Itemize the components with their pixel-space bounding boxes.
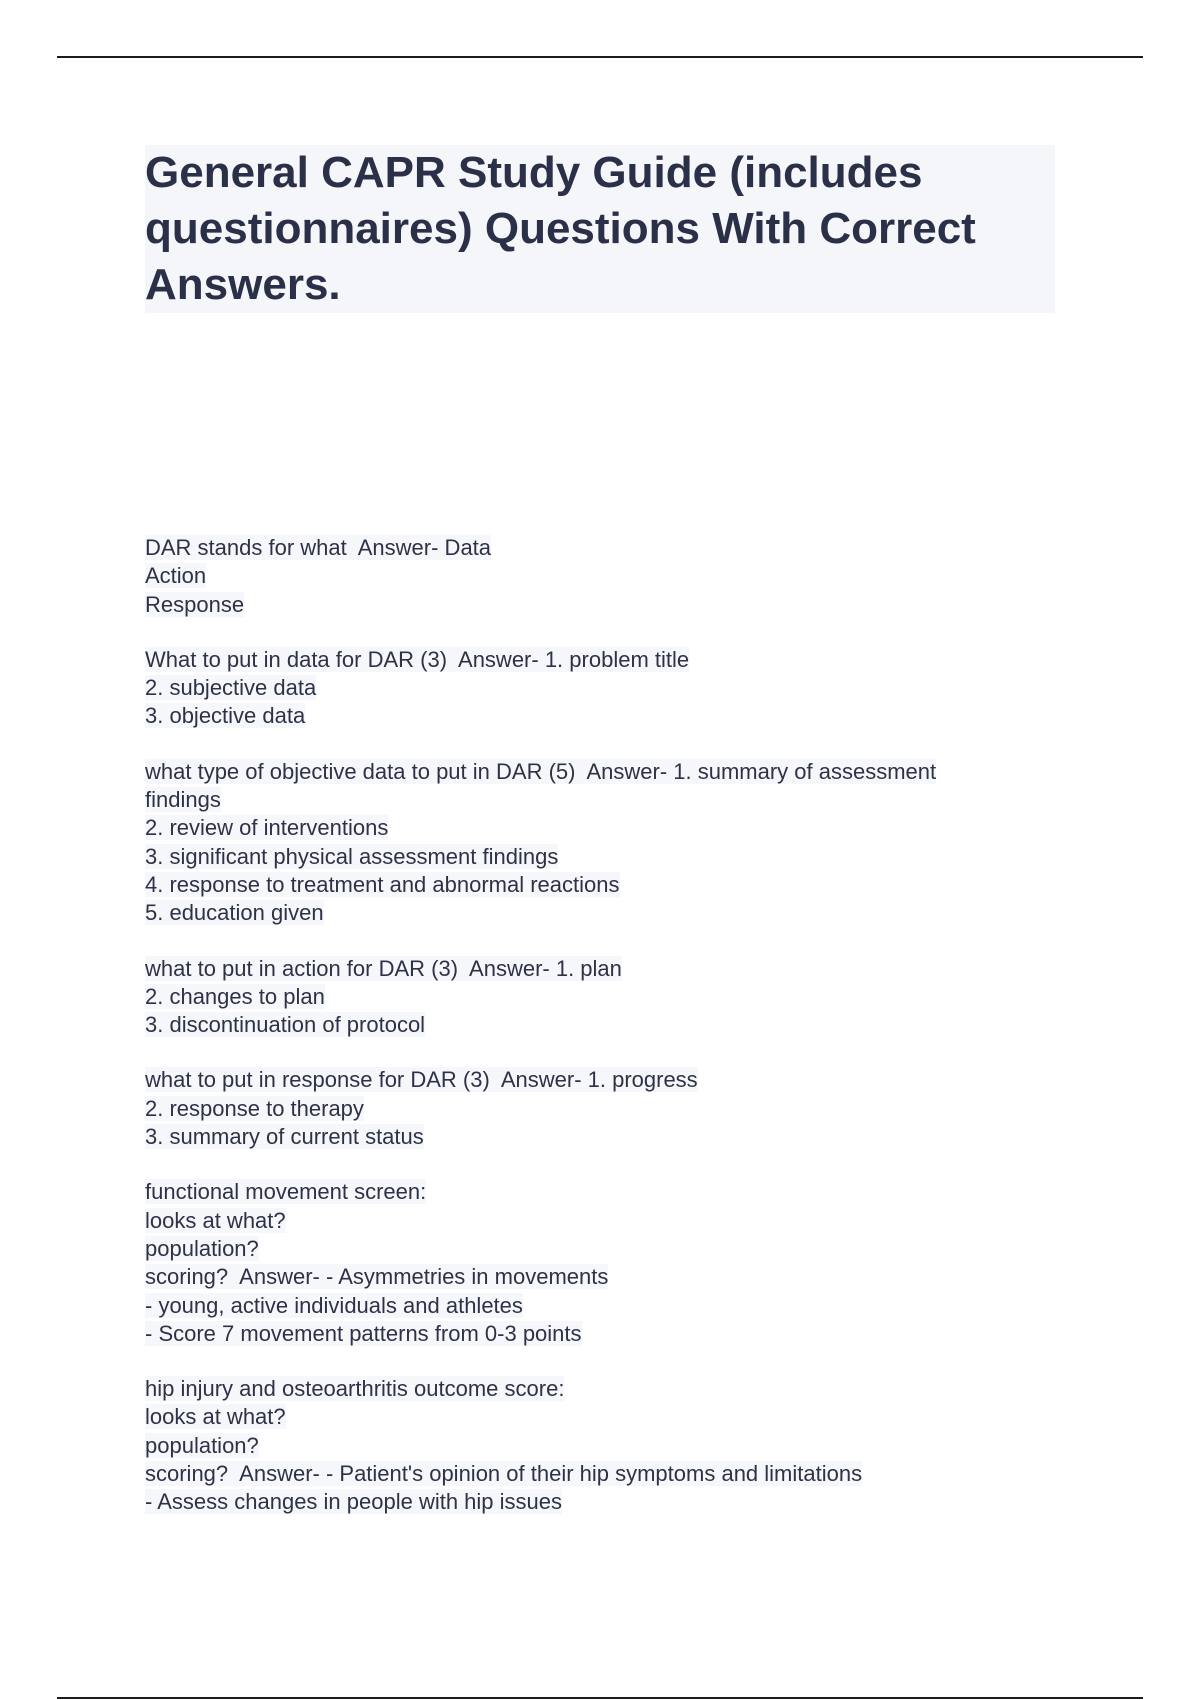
qa-line: 2. subjective data (145, 675, 317, 701)
qa-line: 4. response to treatment and abnormal reactions (145, 871, 620, 897)
qa-line: Response (145, 591, 245, 617)
qa-line: scoring? Answer- - Asymmetries in movements (145, 1264, 609, 1290)
qa-item (145, 646, 1045, 731)
qa-line: population? (145, 1235, 259, 1261)
qa-line: looks at what? (145, 1404, 286, 1430)
qa-item (145, 1066, 1045, 1151)
qa-list (145, 534, 1045, 1544)
qa-line: functional movement screen: (145, 1179, 427, 1205)
qa-item (145, 1178, 1045, 1348)
qa-line: findings (145, 787, 221, 813)
qa-line: 3. significant physical assessment findings (145, 843, 559, 869)
qa-line: what to put in action for DAR (3) Answer- 1. plan (145, 955, 622, 981)
qa-line: hip injury and osteoarthritis outcome score: (145, 1376, 565, 1402)
qa-line: What to put in data for DAR (3) Answer- 1. problem title (145, 646, 690, 672)
qa-line: 2. review of interventions (145, 815, 389, 841)
qa-line: 2. changes to plan (145, 983, 325, 1009)
qa-line: 5. education given (145, 900, 324, 926)
qa-item (145, 955, 1045, 1040)
qa-line: 3. discontinuation of protocol (145, 1012, 426, 1038)
qa-line: DAR stands for what Answer- Data (145, 535, 492, 560)
document-title: General CAPR Study Guide (includes questionnaires) Questions With Correct Answers. (145, 148, 976, 309)
qa-line: population? (145, 1432, 259, 1458)
qa-line: what to put in response for DAR (3) Answer- 1. progress (145, 1067, 698, 1093)
qa-line: 3. objective data (145, 703, 306, 729)
qa-item (145, 534, 1045, 619)
qa-item (145, 1375, 1045, 1516)
qa-line: 3. summary of current status (145, 1124, 424, 1150)
qa-item (145, 758, 1045, 928)
qa-line: - Assess changes in people with hip issues (145, 1489, 563, 1515)
qa-line: 2. response to therapy (145, 1095, 364, 1121)
qa-line: Action (145, 563, 207, 589)
header-rule (57, 56, 1143, 58)
qa-line: what type of objective data to put in DAR (5) Answer- 1. summary of assessment (145, 758, 937, 784)
qa-line: scoring? Answer- - Patient's opinion of their hip symptoms and limitations (145, 1461, 863, 1487)
footer-rule (57, 1697, 1143, 1699)
qa-line: - young, active individuals and athletes (145, 1292, 523, 1318)
qa-line: - Score 7 movement patterns from 0-3 points (145, 1320, 582, 1346)
qa-line: looks at what? (145, 1207, 286, 1233)
